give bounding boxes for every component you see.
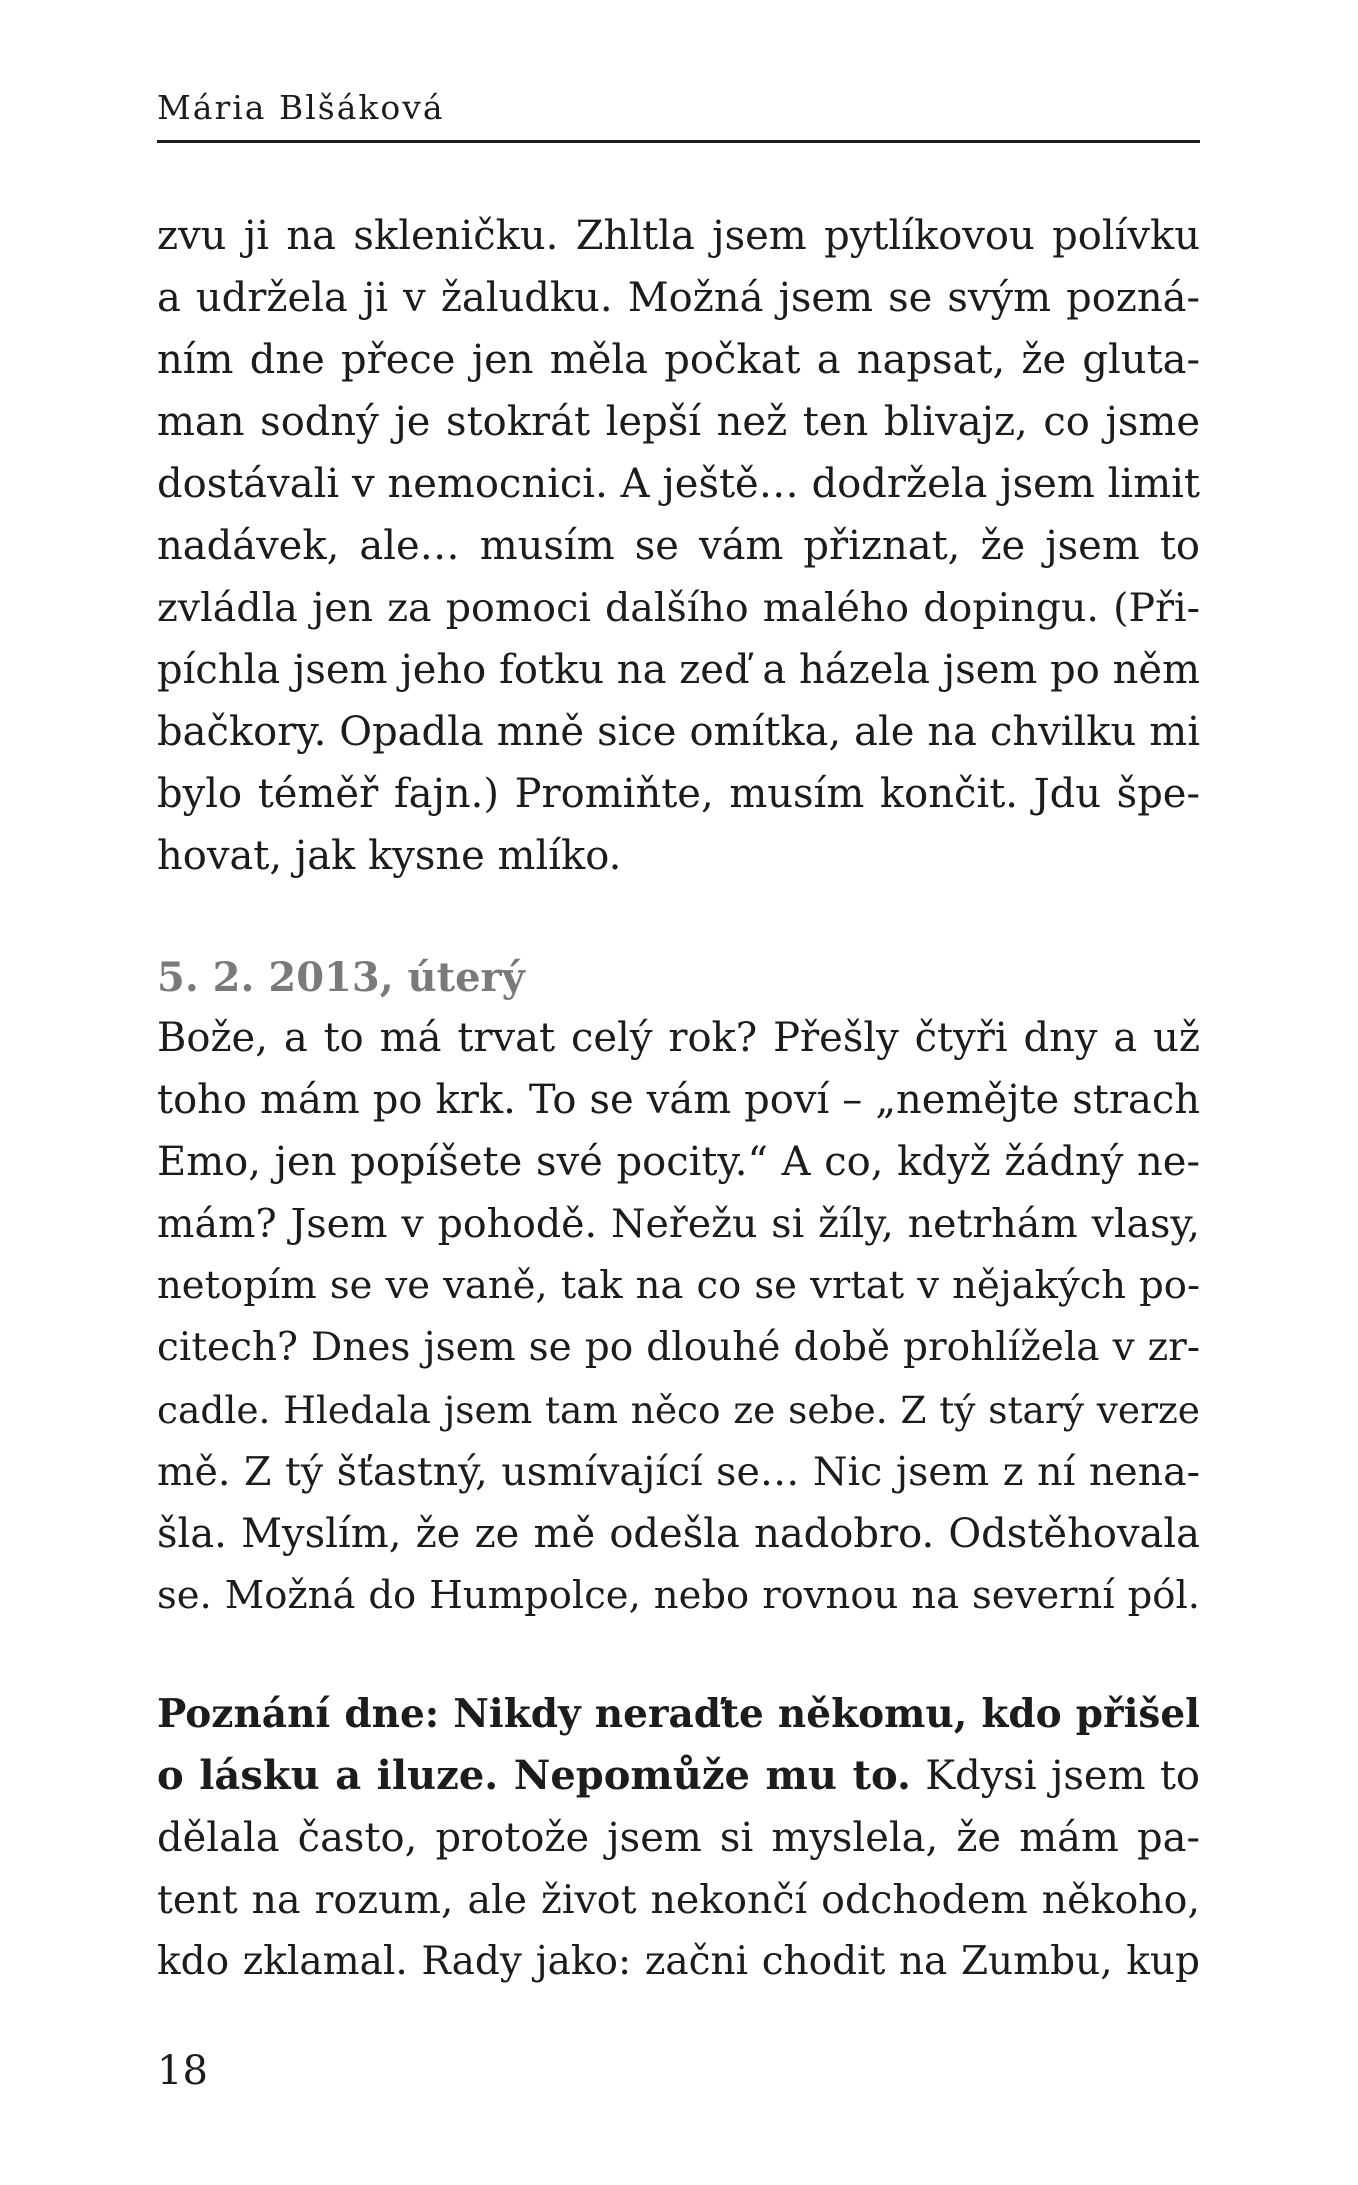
text-line: mě. Z tý šťastný, usmívající se… Nic jsem z ní nena-: [157, 1449, 1200, 1495]
text-line: hovat, jak kysne mlíko.: [157, 833, 622, 879]
text-line: a udržela ji v žaludku. Možná jsem se svým pozná-: [157, 275, 1200, 321]
paragraph-1: [157, 205, 1200, 887]
text-line: kdo zklamal. Rady jako: začni chodit na Zumbu, kup: [157, 1939, 1200, 1984]
text-line: Emo, jen popíšete své pocity.“ A co, když žádný ne-: [157, 1139, 1200, 1185]
text-line: [157, 1745, 1200, 1807]
insight-of-day-bold: Poznání dne: Nikdy neraďte někomu, kdo přišel: [157, 1691, 1200, 1737]
text-line: se. Možná do Humpolce, nebo rovnou na severní pól.: [157, 1573, 1200, 1618]
text-line: toho mám po krk. To se vám poví – „nemějte strach: [157, 1077, 1200, 1123]
entry-date-heading: 5. 2. 2013, úterý: [157, 954, 525, 1001]
text-line: nadávek, ale… musím se vám přiznat, že jsem to: [157, 523, 1200, 569]
paragraph-3: [157, 1683, 1200, 1993]
running-head-author: Mária Blšáková: [157, 88, 445, 127]
text-line: tent na rozum, ale život nekončí odchodem někoho,: [157, 1877, 1200, 1923]
text-line: Bože, a to má trvat celý rok? Přešly čtyři dny a už: [157, 1015, 1200, 1061]
text-line: bačkory. Opadla mně sice omítka, ale na chvilku mi: [157, 709, 1200, 755]
text-line: šla. Myslím, že ze mě odešla nadobro. Odstěhovala: [157, 1511, 1200, 1557]
text-line: netopím se ve vaně, tak na co se vrtat v nějakých po-: [157, 1263, 1200, 1308]
text-line: zvu ji na skleničku. Zhltla jsem pytlíkovou polívku: [157, 213, 1200, 259]
text-line: dělala často, protože jsem si myslela, že mám pa-: [157, 1815, 1200, 1861]
text-line: cadle. Hledala jsem tam něco ze sebe. Z tý starý verze: [157, 1388, 1200, 1432]
page-number: 18: [157, 2048, 208, 2094]
header-rule: [157, 140, 1200, 143]
text-line: man sodný je stokrát lepší než ten blivajz, co jsme: [157, 399, 1200, 445]
paragraph-2: [157, 1007, 1200, 1627]
text-line: píchla jsem jeho fotku na zeď a házela jsem po něm: [157, 647, 1200, 693]
text-line: dostávali v nemocnici. A ještě… dodržela jsem limit: [157, 461, 1200, 507]
text-line: ním dne přece jen měla počkat a napsat, že gluta-: [157, 337, 1200, 383]
insight-of-day-bold: o lásku a iluze. Nepomůže mu to.: [157, 1752, 911, 1799]
text-line: bylo téměř fajn.) Promiňte, musím končit. Jdu špe-: [157, 771, 1200, 817]
text-line: citech? Dnes jsem se po dlouhé době prohlížela v zr-: [157, 1325, 1200, 1370]
text-line: [157, 1683, 1200, 1745]
text-line: mám? Jsem v pohodě. Neřežu si žíly, netrhám vlasy,: [157, 1201, 1200, 1247]
text-line: zvládla jen za pomoci dalšího malého dopingu. (Při-: [157, 585, 1200, 631]
text-run: Kdysi jsem to: [910, 1753, 1200, 1799]
